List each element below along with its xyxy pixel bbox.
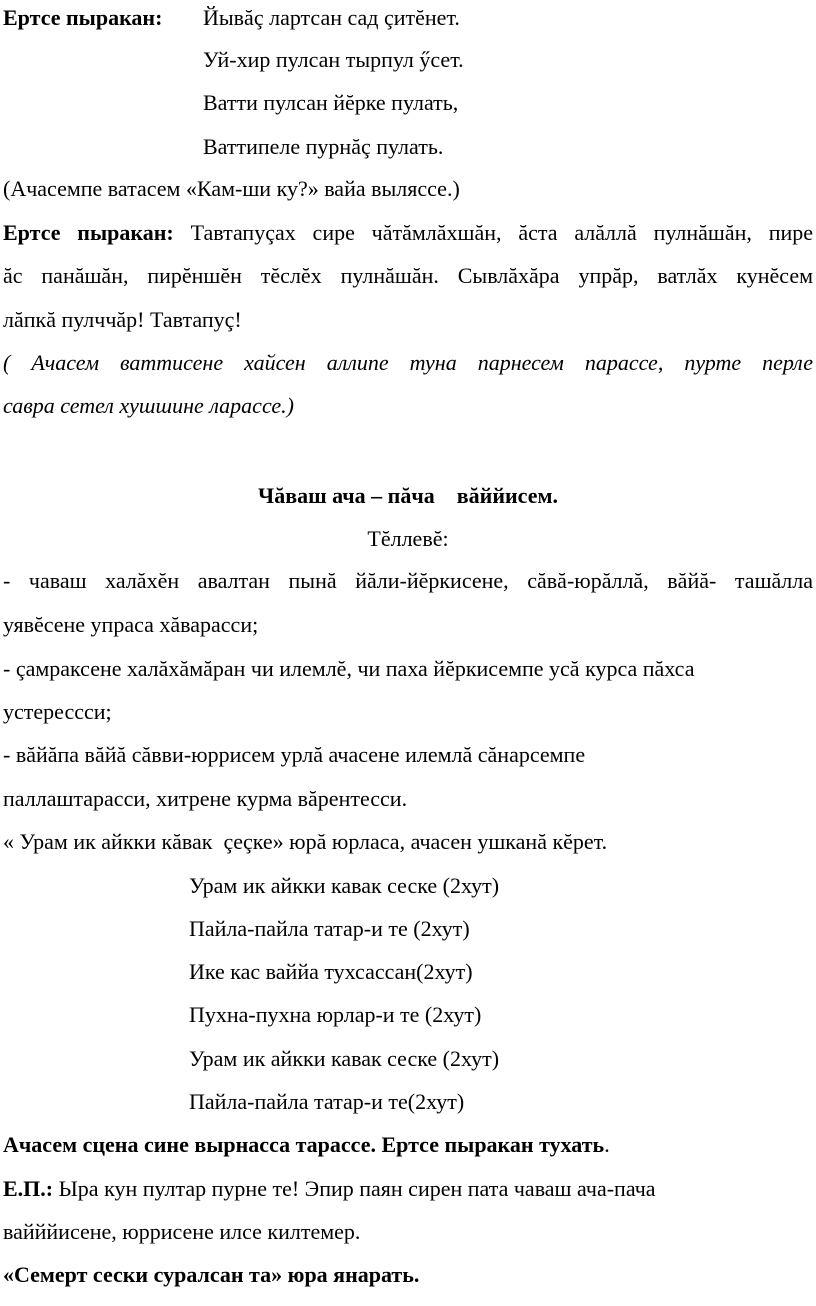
- stage-direction: «Семерт сески суралсан та» юра янарать.: [3, 1262, 420, 1287]
- stage-direction: [3, 1132, 610, 1158]
- goal-line: паллаштарасси, хитрене курма вăрентесси.: [3, 786, 408, 811]
- goal-line: - чаваш халăхĕн авалтан пынă йăли-йĕркисене, сăвă-юрăллă, вăйă- ташăлла: [3, 568, 813, 593]
- verse-line: Уй-хир пулсан тырпул ӳсет.: [203, 47, 464, 72]
- goal-line: - çамраксене халăхăмăран чи илемлĕ, чи паха йĕркисемпе усă курса пăхса: [3, 656, 695, 681]
- section-title: Чăваш ача – пăча вăййисем.: [258, 483, 558, 508]
- stage-direction: савра сетел хушшине ларассе.): [3, 393, 295, 418]
- song-line: Пухна-пухна юрлар-и те (2хут): [189, 1002, 482, 1027]
- speaker-label: Ертсе пыракан:: [3, 5, 163, 30]
- goals-label: Тĕллевĕ:: [367, 526, 449, 551]
- goal-line: устерессси;: [3, 699, 112, 724]
- stage-direction: ( Ачасем ваттисене хайсен аллипе туна парнесем парассе, пурте перле: [3, 350, 813, 375]
- verse-line: Ватти пулсан йĕрке пулать,: [203, 90, 459, 115]
- paragraph-line: вайййисене, юррисене илсе килтемер.: [3, 1219, 361, 1244]
- song-line: Пайла-пайла татар-и те(2хут): [189, 1089, 465, 1114]
- speaker-label: Ертсе пыракан:: [3, 220, 174, 245]
- paragraph-line: ăс панăшăн, пирĕншĕн тĕслĕх пулнăшăн. Сывлăхăра упрăр, ватлăх кунĕсем: [3, 263, 813, 288]
- verse-line: Йывăç лартсан сад çитĕнет.: [203, 5, 460, 30]
- paragraph-line: [3, 1176, 656, 1202]
- song-line: Урам ик айкки кавак сеске (2хут): [189, 1046, 500, 1071]
- song-line: Ике кас ваййа тухсассан(2хут): [189, 959, 473, 984]
- paragraph-line: лăпкă пулччăр! Тавтапуç!: [3, 307, 242, 332]
- stage-direction-end: .: [604, 1132, 610, 1157]
- speaker-label: Е.П.:: [3, 1176, 54, 1201]
- paragraph-text: Тавтапуçах сире чăтăмлăхшăн, ăста алăллă пулнăшăн, пире: [190, 220, 813, 245]
- line-1: [3, 5, 460, 31]
- paragraph-text: Ыра кун пултар пурне те! Эпир паян сирен пата чаваш ача-пача: [53, 1176, 656, 1201]
- song-intro: « Урам ик айкки кăвак çеçке» юрă юрласа, ачасен ушканă кĕрет.: [3, 829, 608, 854]
- song-line: Урам ик айкки кавак сеске (2хут): [189, 873, 500, 898]
- song-line: Пайла-пайла татар-и те (2хут): [189, 916, 470, 941]
- stage-direction-text: Ачасем сцена сине вырнасса тарассе. Ертсе пыракан тухать: [3, 1132, 605, 1157]
- paragraph-line: [3, 220, 813, 246]
- goal-line: - вăйăпа вăйă сăвви-юррисем урлă ачасене илемлă сăнарсемпе: [3, 742, 586, 767]
- verse-line: Ваттипеле пурнăç пулать.: [203, 134, 444, 159]
- stage-direction: (Ачасемпе ватасем «Кам-ши ку?» вайа выляссе.): [3, 176, 460, 201]
- goal-line: уявĕсене упраса хăварасси;: [3, 612, 259, 637]
